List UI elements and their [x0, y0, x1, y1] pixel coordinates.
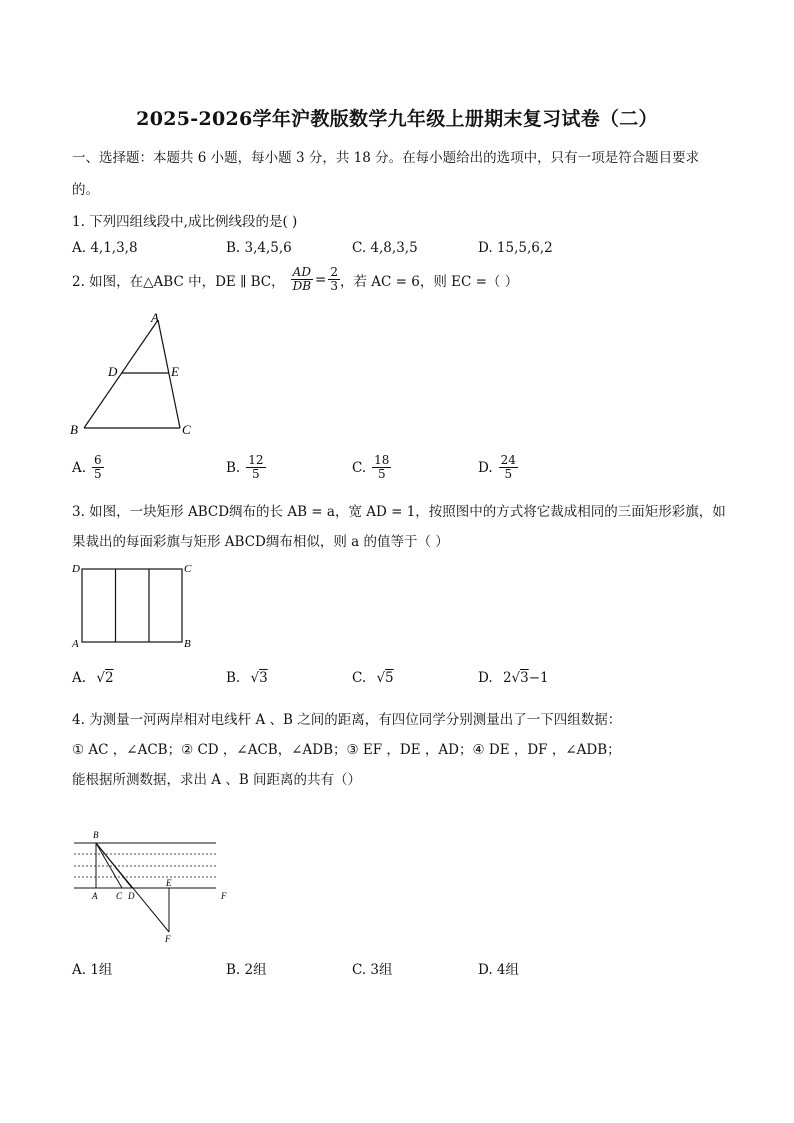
q3-option-d	[478, 670, 549, 686]
q2-option-b-num: 12	[248, 453, 264, 467]
q3-option-a-letter: A.	[72, 670, 87, 686]
q3-label-a: A	[72, 638, 79, 650]
q4-option-a: A. 1组	[72, 962, 113, 978]
q4-river-figure	[66, 826, 236, 946]
q2-option-d-num: 24	[500, 453, 516, 467]
q4-stem-line1: 4. 为测量一河两岸相对电线杆 A 、B 之间的距离，有四位同学分别测量出了一下四组数据：	[72, 712, 622, 728]
q3-rectangle-figure	[70, 560, 200, 652]
q4-label-f-bottom: F	[165, 934, 171, 944]
q3-option-c-value: √5	[376, 670, 394, 686]
section-instructions-line1: 一、选择题：本题共 6 小题，每小题 3 分，共 18 分。在每小题给出的选项中，只有一项是符合题目要求	[72, 150, 700, 166]
q2-ratio-num: AD	[291, 266, 313, 280]
q2-label-a: A	[151, 310, 159, 325]
q3-option-a-value: √2	[96, 670, 114, 686]
q3-stem-line1: 3. 如图，一块矩形 ABCD绸布的长 AB = a，宽 AD = 1，按照图中的方式将它裁成相同的三面矩形彩旗，如	[72, 504, 726, 520]
q2-stem	[72, 266, 518, 293]
q2-ratio-fraction	[291, 266, 313, 293]
q2-label-d: D	[108, 364, 118, 379]
q3-option-b	[226, 670, 268, 686]
q4-stem-line3: 能根据所测数据，求出 A 、B 间距离的共有（）	[72, 772, 362, 788]
q1-option-c: C. 4,8,3,5	[352, 240, 418, 256]
exam-title: 2025-2026学年沪教版数学九年级上册期末复习试卷（二）	[136, 108, 658, 130]
q2-value-fraction	[328, 266, 340, 293]
q4-label-e: E	[166, 878, 172, 888]
q4-label-f-right: F	[221, 891, 227, 901]
q3-option-b-radicand: 3	[259, 670, 268, 686]
q2-triangle-figure	[66, 308, 206, 442]
q3-label-d: D	[72, 563, 80, 575]
q2-stem-part-a: 2. 如图，在△ABC 中，DE ∥ BC，	[72, 273, 285, 290]
q1-option-d: D. 15,5,6,2	[478, 240, 553, 256]
q3-label-c: C	[184, 563, 192, 575]
q4-label-d: D	[128, 891, 135, 901]
q3-label-b: B	[184, 638, 191, 650]
q1-option-a: A. 4,1,3,8	[72, 240, 138, 256]
q1-option-b: B. 3,4,5,6	[226, 240, 292, 256]
q2-equals: =	[315, 271, 327, 288]
q2-option-b-letter: B.	[226, 459, 241, 476]
q2-option-d-letter: D.	[478, 459, 493, 476]
q2-option-c-num: 18	[374, 453, 390, 467]
q2-label-e: E	[171, 364, 179, 379]
section-instructions-line2: 的。	[72, 182, 99, 198]
q4-option-c: C. 3组	[352, 962, 393, 978]
q2-value-den: 3	[330, 279, 338, 294]
q2-option-c	[352, 454, 391, 481]
q2-option-b-den: 5	[252, 467, 260, 482]
q2-option-d-den: 5	[504, 467, 513, 482]
q2-option-a-letter: A.	[72, 459, 87, 476]
q4-stem-line2: ① AC ，∠ACB；② CD ，∠ACB，∠ADB；③ EF ，DE ，AD；④ DE ，DF ，∠ADB；	[72, 742, 621, 758]
q2-value-num: 2	[330, 265, 338, 279]
q2-ratio-den: DB	[292, 279, 312, 294]
q2-option-a-fraction	[92, 454, 104, 481]
q3-option-c-radicand: 5	[385, 670, 394, 686]
q3-option-d-value: 2√3−1	[502, 670, 549, 686]
q2-option-c-fraction	[372, 454, 391, 481]
q2-label-b: B	[70, 422, 78, 437]
q4-label-c: C	[116, 891, 123, 901]
q2-stem-part-c: ，若 AC = 6，则 EC =（ ）	[340, 273, 519, 290]
q2-option-a	[72, 454, 104, 481]
q2-option-b	[226, 454, 266, 481]
q4-option-b: B. 2组	[226, 962, 267, 978]
q2-option-d	[478, 454, 518, 481]
q4-label-b: B	[93, 830, 99, 840]
q4-option-d: D. 4组	[478, 962, 520, 978]
q2-option-a-den: 5	[94, 467, 102, 482]
q3-option-d-letter: D.	[478, 670, 493, 686]
q3-option-c	[352, 670, 394, 686]
q3-stem-line2: 果裁出的每面彩旗与矩形 ABCD绸布相似，则 a 的值等于（ ）	[72, 534, 449, 550]
q2-option-d-fraction	[499, 454, 518, 481]
q2-label-c: C	[182, 422, 191, 437]
q2-option-a-num: 6	[94, 453, 102, 467]
q3-option-a-radicand: 2	[104, 670, 114, 686]
q3-option-d-tail: −1	[528, 670, 549, 686]
q3-option-b-letter: B.	[226, 670, 241, 686]
q3-option-d-radicand: 3	[520, 670, 529, 686]
q4-label-a: A	[92, 891, 98, 901]
q2-option-c-den: 5	[377, 467, 386, 482]
q3-option-c-letter: C.	[352, 670, 367, 686]
q1-stem: 1. 下列四组线段中,成比例线段的是( )	[72, 214, 298, 230]
q3-option-a	[72, 670, 114, 686]
q3-option-b-value: √3	[250, 670, 268, 686]
q3-option-d-coef: 2	[502, 670, 512, 686]
q2-option-b-fraction	[246, 454, 265, 481]
q2-option-c-letter: C.	[352, 459, 367, 476]
